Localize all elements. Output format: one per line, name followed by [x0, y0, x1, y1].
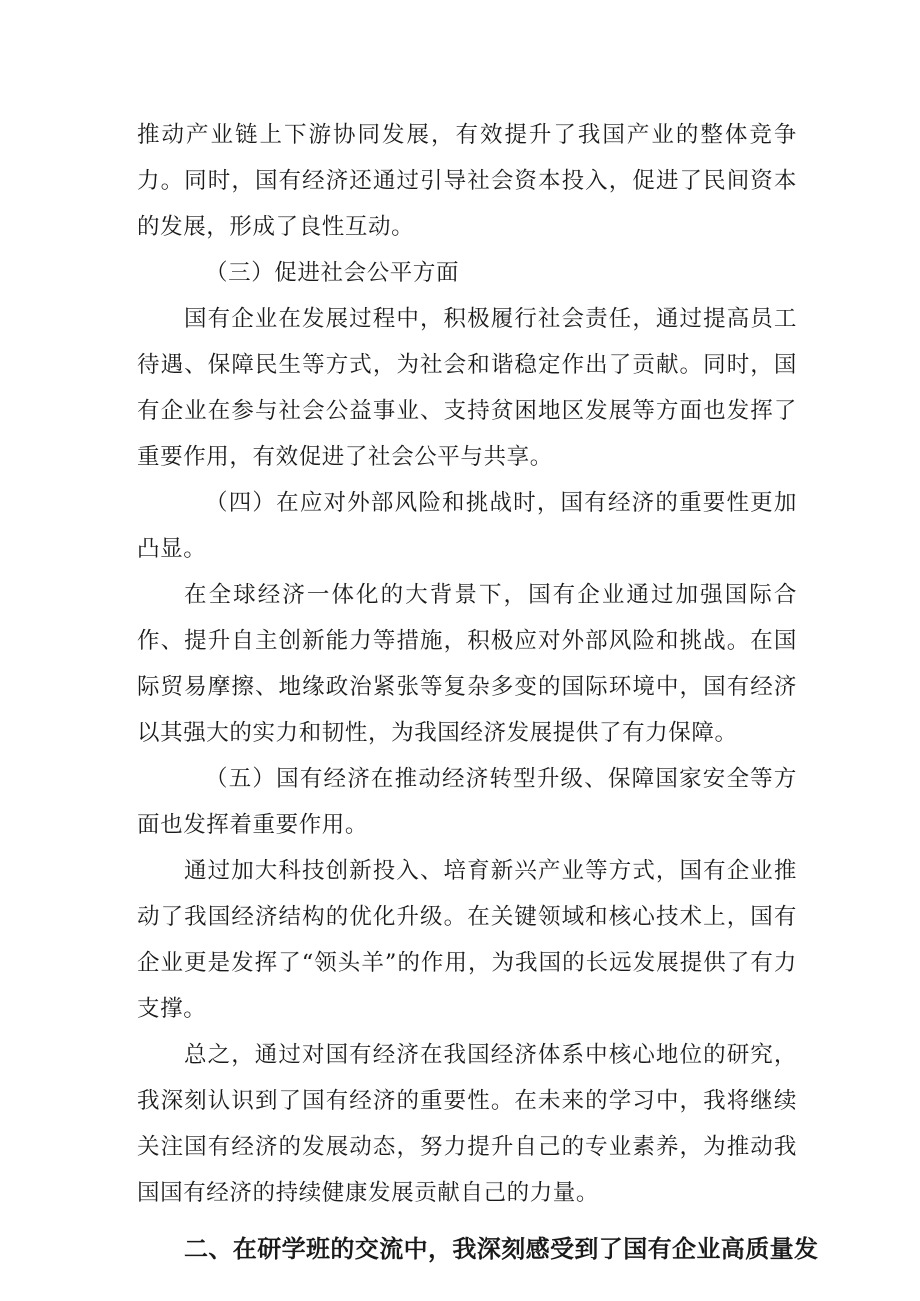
document-body [137, 112, 819, 1272]
paragraph-transformation: 通过加大科技创新投入、培育新兴产业等方式，国有企业推动了我国经济结构的优化升级。在关键领域和核心技术上，国有企业更是发挥了“领头羊”的作用，为我国的长远发展提供了有力支撑。 [137, 858, 797, 1022]
paragraph-external-risks: 在全球经济一体化的大背景下，国有企业通过加强国际合作、提升自主创新能力等措施，积极应对外部风险和挑战。在国际贸易摩擦、地缘政治紧张等复杂多变的国际环境中，国有经济以其强大的实力和韧性，为我国经济发展提供了有力保障。 [137, 582, 797, 746]
section-heading-four: （四）在应对外部风险和挑战时，国有经济的重要性更加凸显。 [137, 490, 797, 562]
paragraph-continuation: 推动产业链上下游协同发展，有效提升了我国产业的整体竞争力。同时，国有经济还通过引导社会资本投入，促进了民间资本的发展，形成了良性互动。 [137, 122, 797, 240]
section-heading-five: （五）国有经济在推动经济转型升级、保障国家安全等方面也发挥着重要作用。 [137, 766, 797, 838]
paragraph-conclusion: 总之，通过对国有经济在我国经济体系中核心地位的研究，我深刻认识到了国有经济的重要性。在未来的学习中，我将继续关注国有经济的发展动态，努力提升自己的专业素养，为推动我国国有经济的持续健康发展贡献自己的力量。 [137, 1042, 797, 1206]
chapter-heading-two: 二、在研学班的交流中，我深刻感受到了国有企业高质量发 [184, 1235, 819, 1263]
section-heading-three: （三）促进社会公平方面 [205, 260, 460, 286]
paragraph-social-fairness: 国有企业在发展过程中，积极履行社会责任，通过提高员工待遇、保障民生等方式，为社会和谐稳定作出了贡献。同时，国有企业在参与社会公益事业、支持贫困地区发展等方面也发挥了重要作用，有效促进了社会公平与共享。 [137, 306, 797, 470]
